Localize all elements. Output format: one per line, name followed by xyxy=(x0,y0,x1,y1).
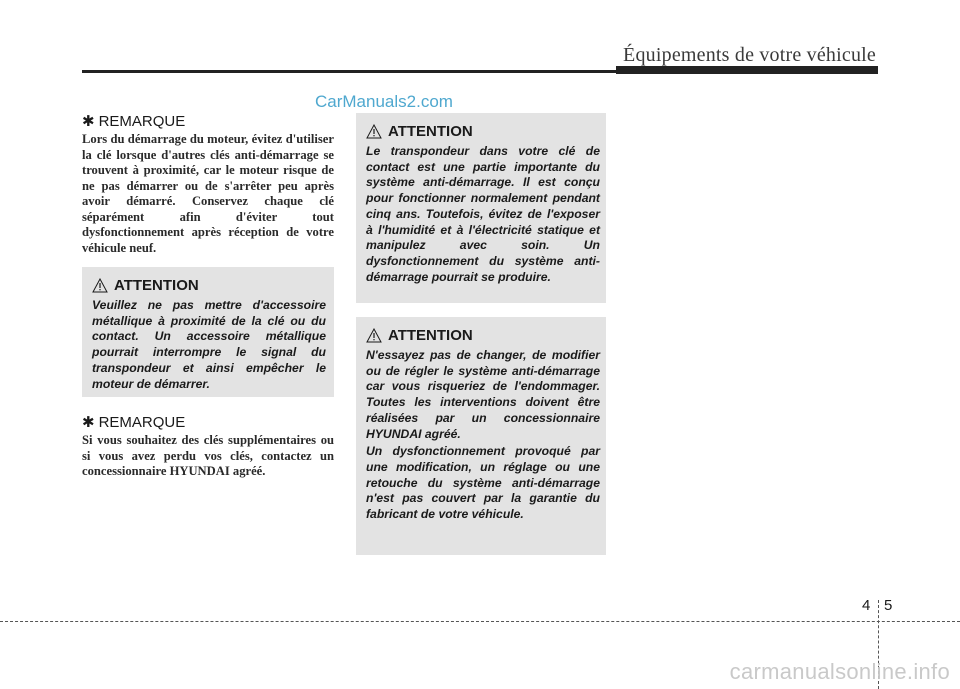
attention-heading-label: ATTENTION xyxy=(114,277,199,294)
attention-body-right-top: Le transpondeur dans votre clé de contact est une partie importante du système anti-démarrage. Il est conçu pour fonctionner normalement pendant cinq ans. Toutefois, évitez de l'exposer à l'humidité et à l'électricité statique et manipulez avec soin. Un dysfonctionnement du système anti-démarrage pourrait se produire. xyxy=(366,144,600,284)
remark-body-1: Lors du démarrage du moteur, évitez d'utiliser la clé lorsque d'autres clés anti-démarrage se trouvent à proximité, car le moteur risque de ne pas démarrer ou de s'arrêter peu après avoir démarré. Conservez chaque clé séparément afin d'éviter tout dysfonctionnement après réception de votre véhicule neuf. xyxy=(82,132,334,255)
remark-section-2 xyxy=(82,413,334,480)
attention-heading-right-bottom xyxy=(366,327,600,344)
chapter-number: 4 xyxy=(862,597,871,614)
attention-heading-label: ATTENTION xyxy=(388,327,473,344)
attention-heading-left xyxy=(92,277,326,294)
warning-triangle-icon xyxy=(366,328,382,343)
header-rule xyxy=(82,70,618,73)
attention-heading-label: ATTENTION xyxy=(388,123,473,140)
remark-heading-2 xyxy=(82,413,334,431)
remark-heading-label: REMARQUE xyxy=(98,413,186,431)
attention-body-right-bottom-1: N'essayez pas de changer, de modifier ou de régler le système anti-démarrage car vous risqueriez de l'endommager. Toutes les interventions doivent être réalisées par un concessionnaire HYUNDAI agréé. xyxy=(366,348,600,441)
warning-triangle-icon xyxy=(366,124,382,139)
attention-heading-right-top xyxy=(366,123,600,140)
watermark-bottom: carmanualsonline.info xyxy=(729,659,950,684)
remark-section-1 xyxy=(82,112,334,256)
asterisk-icon: ✱ xyxy=(82,113,95,130)
page-header-title: Équipements de votre véhicule xyxy=(623,44,876,66)
asterisk-icon: ✱ xyxy=(82,414,95,431)
attention-box-right-top xyxy=(356,113,606,303)
attention-body-left: Veuillez ne pas mettre d'accessoire métallique à proximité de la clé ou du contact. Un accessoire métallique pourrait interrompre le signal du transpondeur et ainsi empêcher le moteur de démarrer. xyxy=(92,298,326,391)
page-number: 5 xyxy=(884,597,893,614)
footer-dashed-rule xyxy=(0,621,960,622)
remark-body-2: Si vous souhaitez des clés supplémentaires ou si vous avez perdu vos clés, contactez un concessionnaire HYUNDAI agréé. xyxy=(82,433,334,478)
attention-box-left xyxy=(82,267,334,397)
attention-box-right-bottom xyxy=(356,317,606,555)
watermark-top: CarManuals2.com xyxy=(315,92,453,111)
header-rule-thick xyxy=(616,66,878,74)
attention-body-right-bottom-2: Un dysfonctionnement provoqué par une modification, un réglage ou une retouche du système anti-démarrage n'est pas couvert par la garantie du fabricant de votre véhicule. xyxy=(366,444,600,522)
remark-heading-1 xyxy=(82,112,334,130)
remark-heading-label: REMARQUE xyxy=(98,112,186,130)
warning-triangle-icon xyxy=(92,278,108,293)
